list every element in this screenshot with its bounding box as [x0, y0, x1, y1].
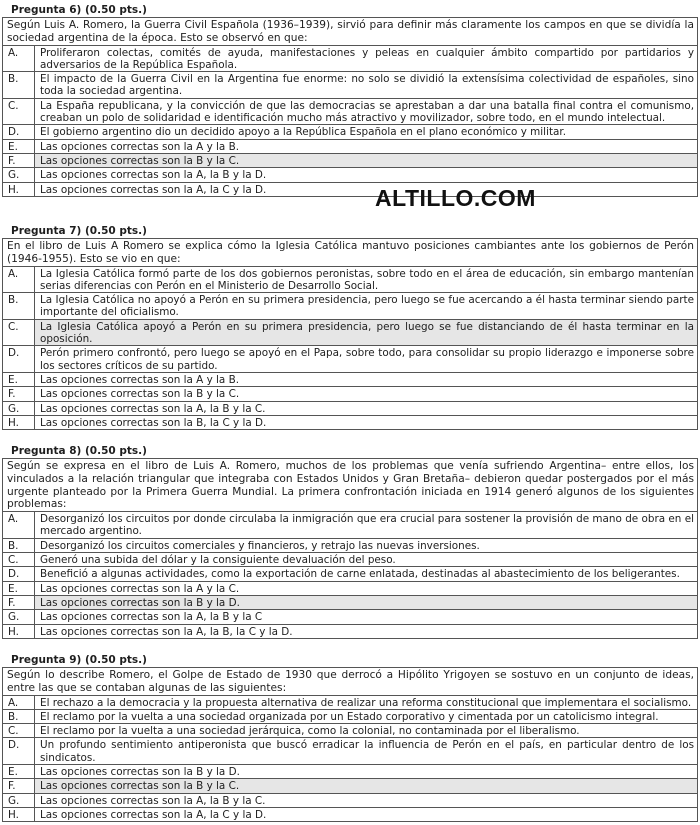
options-table [3, 266, 697, 430]
option-row[interactable] [3, 738, 697, 765]
option-text: La Iglesia Católica formó parte de los dos gobiernos peronistas, sobre todo en el área de educación, sin embargo mantenían serias diferencias con Perón en el Ministerio de Desarrollo Social. [35, 266, 698, 293]
option-text: Perón primero confrontó, pero luego se apoyó en el Papa, sobre todo, para consolidar su propio liderazgo e imponerse sobre los sectores críticos de su partido. [35, 346, 698, 373]
question-6 [2, 4, 698, 197]
option-text: Las opciones correctas son la A y la C. [35, 581, 698, 595]
option-row[interactable] [3, 168, 697, 182]
option-text: Generó una subida del dólar y la consiguiente devaluación del peso. [35, 553, 698, 567]
option-letter: G. [8, 794, 20, 807]
question-title: Pregunta 9) (0.50 pts.) [11, 654, 147, 666]
option-row[interactable] [3, 595, 697, 609]
option-text: Las opciones correctas son la A, la B y la C. [35, 793, 698, 807]
option-text: Las opciones correctas son la A y la B. [35, 139, 698, 153]
option-letter: C. [8, 320, 19, 333]
option-letter: D. [8, 568, 20, 581]
option-letter: C. [8, 554, 19, 567]
option-letter: C. [8, 725, 19, 738]
option-letter: H. [8, 625, 19, 638]
option-row[interactable] [3, 72, 697, 99]
option-text: La Iglesia Católica no apoyó a Perón en su primera presidencia, pero luego se fue acercando a él hasta terminar siendo parte importante del oficialismo. [35, 293, 698, 320]
question-title: Pregunta 6) (0.50 pts.) [11, 4, 147, 16]
question-stem: Según lo describe Romero, el Golpe de Estado de 1930 que derrocó a Hipólito Yrigoyen se sostuvo en un conjunto de ideas, entre las que se contaban algunas de las siguientes: [7, 669, 694, 694]
question-box [2, 17, 698, 197]
option-row[interactable] [3, 709, 697, 723]
option-row[interactable] [3, 125, 697, 139]
option-text: Desorganizó los circuitos por donde circulaba la inmigración que era crucial para sostener la provisión de mano de obra en el mercado argentino. [35, 512, 698, 539]
option-row[interactable] [3, 807, 697, 821]
option-text: La Iglesia Católica apoyó a Perón en su primera presidencia, pero luego se fue distanciando de él hasta terminar en la oposición. [35, 319, 698, 346]
option-text: Proliferaron colectas, comités de ayuda, manifestaciones y peleas en cualquier ámbito compartido por partidarios y adversarios de la República Española. [35, 45, 698, 72]
option-text: Las opciones correctas son la B y la C. [35, 387, 698, 401]
option-row[interactable] [3, 293, 697, 320]
option-row[interactable] [3, 765, 697, 779]
question-title: Pregunta 8) (0.50 pts.) [11, 445, 147, 457]
option-letter: E. [8, 766, 18, 779]
option-text: El impacto de la Guerra Civil en la Argentina fue enorme: no solo se dividió la extensísima colectividad de españoles, sino toda la sociedad argentina. [35, 72, 698, 99]
option-row[interactable] [3, 139, 697, 153]
question-stem: Según se expresa en el libro de Luis A. Romero, muchos de los problemas que venía sufriendo Argentina– entre ellos, los vinculados a la relación triangular que integraba con Estados Unidos y Gran Bretaña– debieron quedar postergados por el más urgente planteado por la Primera Guerra Mundial. La primera confrontación iniciada en 1914 generó algunos de los siguientes problemas: [7, 460, 694, 511]
option-text: Las opciones correctas son la A, la B, la C y la D. [35, 624, 698, 638]
question-8 [2, 445, 698, 639]
question-stem: Según Luis A. Romero, la Guerra Civil Española (1936–1939), sirvió para definir más claramente los campos en que se dividía la sociedad argentina de la época. Esto se observó en que: [7, 19, 694, 44]
option-letter: A. [8, 513, 19, 526]
option-text: El rechazo a la democracia y la propuesta alternativa de realizar una reforma constitucional que implementara el socialismo. [35, 695, 698, 709]
option-row[interactable] [3, 98, 697, 125]
option-row[interactable] [3, 512, 697, 539]
option-row[interactable] [3, 45, 697, 72]
question-9 [2, 654, 698, 822]
option-text: Un profundo sentimiento antiperonista que buscó erradicar la influencia de Perón en el país, en particular dentro de los sindicatos. [35, 738, 698, 765]
option-row[interactable] [3, 372, 697, 386]
option-row[interactable] [3, 319, 697, 346]
option-text: El reclamo por la vuelta a una sociedad organizada por un Estado corporativo y cimentada por un catolicismo integral. [35, 709, 698, 723]
option-text: Las opciones correctas son la B y la C. [35, 779, 698, 793]
option-row[interactable] [3, 567, 697, 581]
option-row[interactable] [3, 779, 697, 793]
option-letter: D. [8, 347, 20, 360]
options-table [3, 695, 697, 822]
option-text: Las opciones correctas son la B y la D. [35, 595, 698, 609]
option-letter: D. [8, 126, 20, 139]
option-letter: A. [8, 46, 19, 59]
option-letter: C. [8, 99, 19, 112]
option-row[interactable] [3, 695, 697, 709]
option-row[interactable] [3, 553, 697, 567]
option-text: Las opciones correctas son la A, la B y la D. [35, 168, 698, 182]
option-letter: E. [8, 373, 18, 386]
option-row[interactable] [3, 266, 697, 293]
question-box [2, 458, 698, 639]
option-row[interactable] [3, 387, 697, 401]
options-table [3, 511, 697, 638]
option-letter: G. [8, 402, 20, 415]
option-text: Las opciones correctas son la A, la C y la D. [35, 807, 698, 821]
question-box [2, 667, 698, 822]
option-text: Las opciones correctas son la A, la B y la C [35, 610, 698, 624]
option-row[interactable] [3, 346, 697, 373]
option-text: Las opciones correctas son la B, la C y la D. [35, 415, 698, 429]
option-text: Desorganizó los circuitos comerciales y financieros, y retrajo las nuevas inversiones. [35, 538, 698, 552]
option-text: Las opciones correctas son la A, la C y la D. [35, 182, 698, 196]
option-row[interactable] [3, 153, 697, 167]
option-letter: B. [8, 539, 19, 552]
option-letter: E. [8, 582, 18, 595]
option-row[interactable] [3, 581, 697, 595]
option-row[interactable] [3, 624, 697, 638]
option-letter: A. [8, 696, 19, 709]
option-row[interactable] [3, 415, 697, 429]
option-letter: F. [8, 596, 16, 609]
option-row[interactable] [3, 610, 697, 624]
option-text: El gobierno argentino dio un decidido apoyo a la República Española en el plano económico y militar. [35, 125, 698, 139]
option-letter: F. [8, 154, 16, 167]
question-title: Pregunta 7) (0.50 pts.) [11, 225, 147, 237]
option-letter: D. [8, 739, 20, 752]
question-7 [2, 225, 698, 430]
option-letter: H. [8, 808, 19, 821]
option-row[interactable] [3, 724, 697, 738]
option-letter: B. [8, 710, 19, 723]
option-text: Las opciones correctas son la A, la B y la C. [35, 401, 698, 415]
option-letter: H. [8, 183, 19, 196]
option-text: Benefició a algunas actividades, como la exportación de carne enlatada, destinadas al abastecimiento de los beligerantes. [35, 567, 698, 581]
option-text: El reclamo por la vuelta a una sociedad jerárquica, como la colonial, no contaminada por el liberalismo. [35, 724, 698, 738]
option-letter: H. [8, 416, 19, 429]
option-row[interactable] [3, 401, 697, 415]
option-letter: A. [8, 267, 19, 280]
option-letter: F. [8, 780, 16, 793]
option-text: Las opciones correctas son la B y la C. [35, 153, 698, 167]
options-table [3, 45, 697, 196]
option-letter: G. [8, 611, 20, 624]
option-letter: B. [8, 294, 19, 307]
question-box [2, 238, 698, 430]
option-row[interactable] [3, 793, 697, 807]
option-text: Las opciones correctas son la A y la B. [35, 372, 698, 386]
watermark-logo: ALTILLO.COM [375, 185, 536, 211]
option-text: La España republicana, y la convicción de que las democracias se aprestaban a dar una batalla final contra el comunismo, creaban un polo de solidaridad e identificación mucho más atractivo y movilizador, sobre todo, en el mundo intelectual. [35, 98, 698, 125]
option-letter: G. [8, 169, 20, 182]
option-row[interactable] [3, 538, 697, 552]
option-letter: B. [8, 73, 19, 86]
question-stem: En el libro de Luis A Romero se explica cómo la Iglesia Católica mantuvo posiciones cambiantes ante los gobiernos de Perón (1946-1955). Esto se vio en que: [7, 240, 694, 265]
option-letter: F. [8, 388, 16, 401]
option-text: Las opciones correctas son la B y la D. [35, 765, 698, 779]
option-letter: E. [8, 140, 18, 153]
option-row[interactable] [3, 182, 697, 196]
